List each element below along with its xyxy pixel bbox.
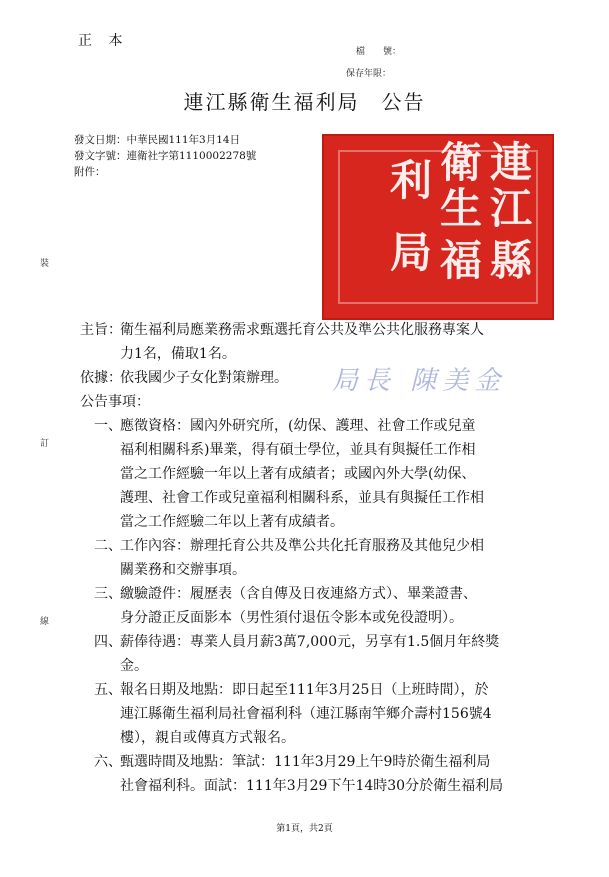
page-footer: 第1頁，共2頁 — [276, 824, 333, 834]
item-number: 六、 — [94, 754, 122, 770]
signature-stamp: 局長 陳美金 — [332, 366, 507, 396]
seal-char: 縣 — [490, 236, 533, 285]
item-line: 報名日期及地點：即日起至111年3月25日（上班時間），於 — [120, 682, 489, 698]
issue-number: 發文字號：連衛社字第1110002278號 — [74, 150, 257, 162]
item-line: 關業務和交辦事項。 — [120, 562, 246, 578]
item-number: 一、 — [94, 418, 122, 434]
binding-mark-3: 線 — [40, 617, 50, 627]
binding-mark-1: 裝 — [40, 259, 50, 269]
seal-char: 局 — [390, 228, 433, 277]
item-line: 當之工作經驗一年以上著有成績者；或國內外大學(幼保、 — [120, 466, 476, 482]
attachment-label: 附件： — [74, 166, 106, 178]
item-line: 金。 — [120, 658, 148, 674]
item-number: 五、 — [94, 682, 122, 698]
subject-line-2: 力1名，備取1名。 — [120, 346, 236, 362]
issue-date: 發文日期：中華民國111年3月14日 — [74, 134, 241, 146]
item-number: 二、 — [94, 538, 122, 554]
seal-char: 利 — [390, 156, 433, 205]
item-line: 福利相關科系)畢業，得有碩士學位，並具有與擬任工作相 — [120, 442, 476, 458]
item-line: 當之工作經驗二年以上著有成績者。 — [120, 514, 344, 530]
document-title: 連江縣衛生福利局 公告 — [183, 90, 426, 114]
subject-label: 主旨： — [80, 322, 122, 338]
seal-char: 衛 — [440, 138, 483, 187]
subject-line-1: 衛生福利局應業務需求甄選托育公共及準公共化服務專案人 — [120, 322, 484, 338]
official-seal — [322, 134, 554, 320]
item-line: 繳驗證件：履歷表（含自傳及日夜連絡方式）、畢業證書、 — [120, 586, 477, 602]
item-line: 身分證正反面影本（男性須付退伍令影本或免役證明）。 — [120, 610, 463, 626]
item-line: 連江縣衛生福利局社會福利科（連江縣南竿鄉介壽村156號4 — [120, 706, 492, 722]
basis-label: 依據： — [80, 370, 122, 386]
file-number-label: 檔 號： — [356, 47, 402, 57]
basis-text: 依我國少子女化對策辦理。 — [120, 370, 288, 386]
seal-char: 江 — [490, 184, 533, 233]
items-label: 公告事項： — [80, 394, 150, 410]
copy-label: 正 本 — [78, 33, 129, 49]
item-line: 工作內容：辦理托育公共及準公共化托育服務及其他兒少相 — [120, 538, 484, 554]
retention-label: 保存年限： — [346, 69, 392, 79]
seal-char: 生 — [440, 184, 483, 233]
item-line: 樓），親自或傳真方式報名。 — [120, 730, 295, 746]
item-line: 護理、社會工作或兒童福利相關科系，並具有與擬任工作相 — [120, 490, 484, 506]
item-line: 甄選時間及地點：筆試：111年3月29上午9時於衛生福利局 — [120, 754, 491, 770]
item-number: 四、 — [94, 634, 122, 650]
seal-char: 連 — [490, 138, 533, 187]
binding-mark-2: 訂 — [40, 439, 50, 449]
seal-char: 福 — [440, 236, 483, 285]
item-line: 應徵資格：國內外研究所，(幼保、護理、社會工作或兒童 — [120, 418, 476, 434]
item-number: 三、 — [94, 586, 122, 602]
item-line: 薪俸待遇：專業人員月薪3萬7,000元，另享有1.5個月年終獎 — [120, 634, 500, 650]
item-line: 社會福利科。面試：111年3月29下午14時30分於衛生福利局 — [120, 778, 504, 794]
